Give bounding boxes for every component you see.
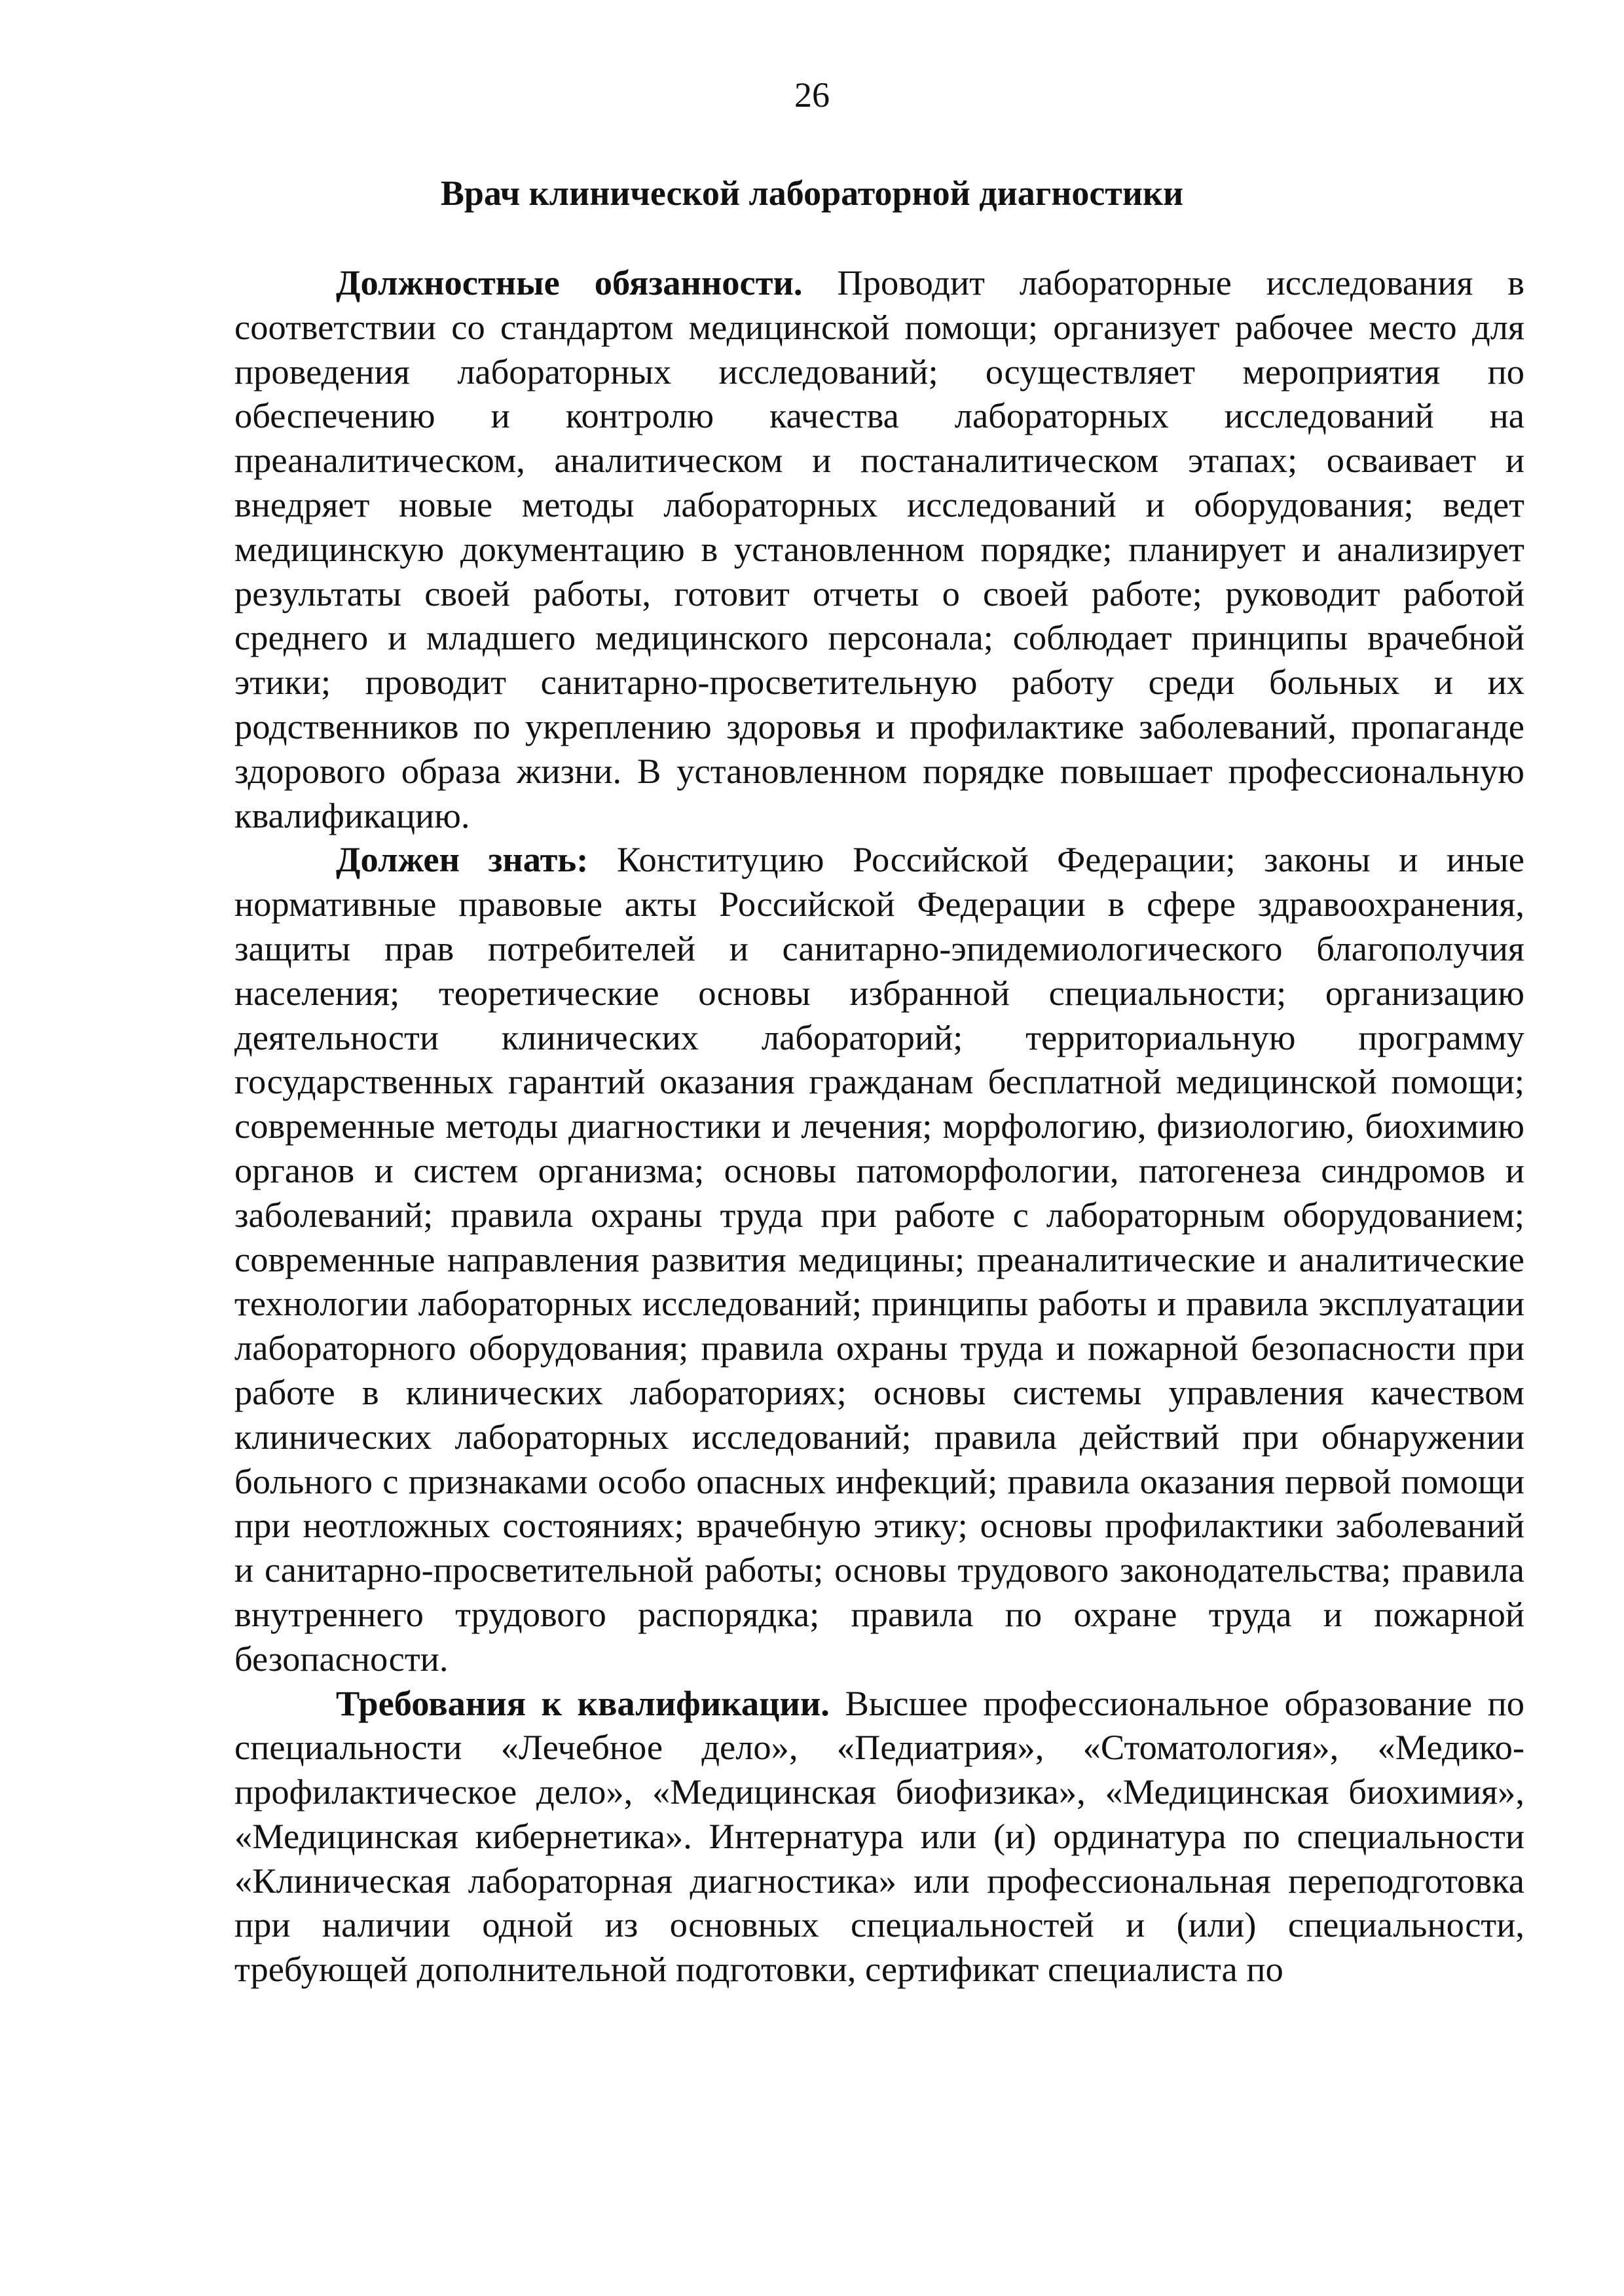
requirements-paragraph	[234, 1681, 1524, 1992]
knowledge-paragraph	[234, 837, 1524, 1681]
document-title: Врач клинической лабораторной диагностики	[440, 173, 1184, 213]
duties-text: Проводит лабораторные исследования в соответствии со стандартом медицинской помощи; организует рабочее место для проведения лабораторных исследований; осуществляет мероприятия по обеспечению и контролю качества лабораторных исследований на преаналитическом, аналитическом и постаналитическом этапах; осваивает и внедряет новые методы лабораторных исследований и оборудования; ведет медицинскую документацию в установленном порядке; планирует и анализирует результаты своей работы, готовит отчеты о своей работе; руководит работой среднего и младшего медицинского персонала; соблюдает принципы врачебной этики; проводит санитарно-просветительную работу среди больных и их родственников по укреплению здоровья и профилактике заболеваний, пропаганде здорового образа жизни. В установленном порядке повышает профессиональную квалификацию.	[234, 263, 1525, 835]
requirements-heading: Требования к квалификации.	[336, 1683, 830, 1723]
duties-heading: Должностные обязанности.	[336, 263, 803, 302]
requirements-text: Высшее профессиональное образование по специальности «Лечебное дело», «Педиатрия», «Стоматология», «Медико-профилактическое дело», «Медицинская биофизика», «Медицинская биохимия», «Медицинская кибернетика». Интернатура или (и) ординатура по специальности «Клиническая лабораторная диагностика» или профессиональная переподготовка при наличии одной из основных специальностей и (или) специальности, требующей дополнительной подготовки, сертификат специалиста по	[234, 1683, 1524, 1990]
knowledge-heading: Должен знать:	[336, 839, 589, 880]
knowledge-text: Конституцию Российской Федерации; законы и иные нормативные правовые акты Российской Федерации в сфере здравоохранения, защиты прав потребителей и санитарно-эпидемиологического благополучия населения; теоретические основы избранной специальности; организацию деятельности клинических лабораторий; территориальную программу государственных гарантий оказания гражданам бесплатной медицинской помощи; современные методы диагностики и лечения; морфологию, физиологию, биохимию органов и систем организма; основы патоморфологии, патогенеза синдромов и заболеваний; правила охраны труда при работе с лабораторным оборудованием; современные направления развития медицины; преаналитические и аналитические технологии лабораторных исследований; принципы работы и правила эксплуатации лабораторного оборудования; правила охраны труда и пожарной безопасности при работе в клинических лабораториях; основы системы управления качеством клинических лабораторных исследований; правила действий при обнаружении больного с признаками особо опасных инфекций; правила оказания первой помощи при неотложных состояниях; врачебную этику; основы профилактики заболеваний и санитарно-просветительной работы; основы трудового законодательства; правила внутреннего трудового распорядка; правила по охране труда и пожарной безопасности.	[234, 839, 1524, 1679]
duties-paragraph	[234, 261, 1524, 837]
document-body	[234, 261, 1524, 1992]
page-number: 26	[794, 75, 830, 115]
